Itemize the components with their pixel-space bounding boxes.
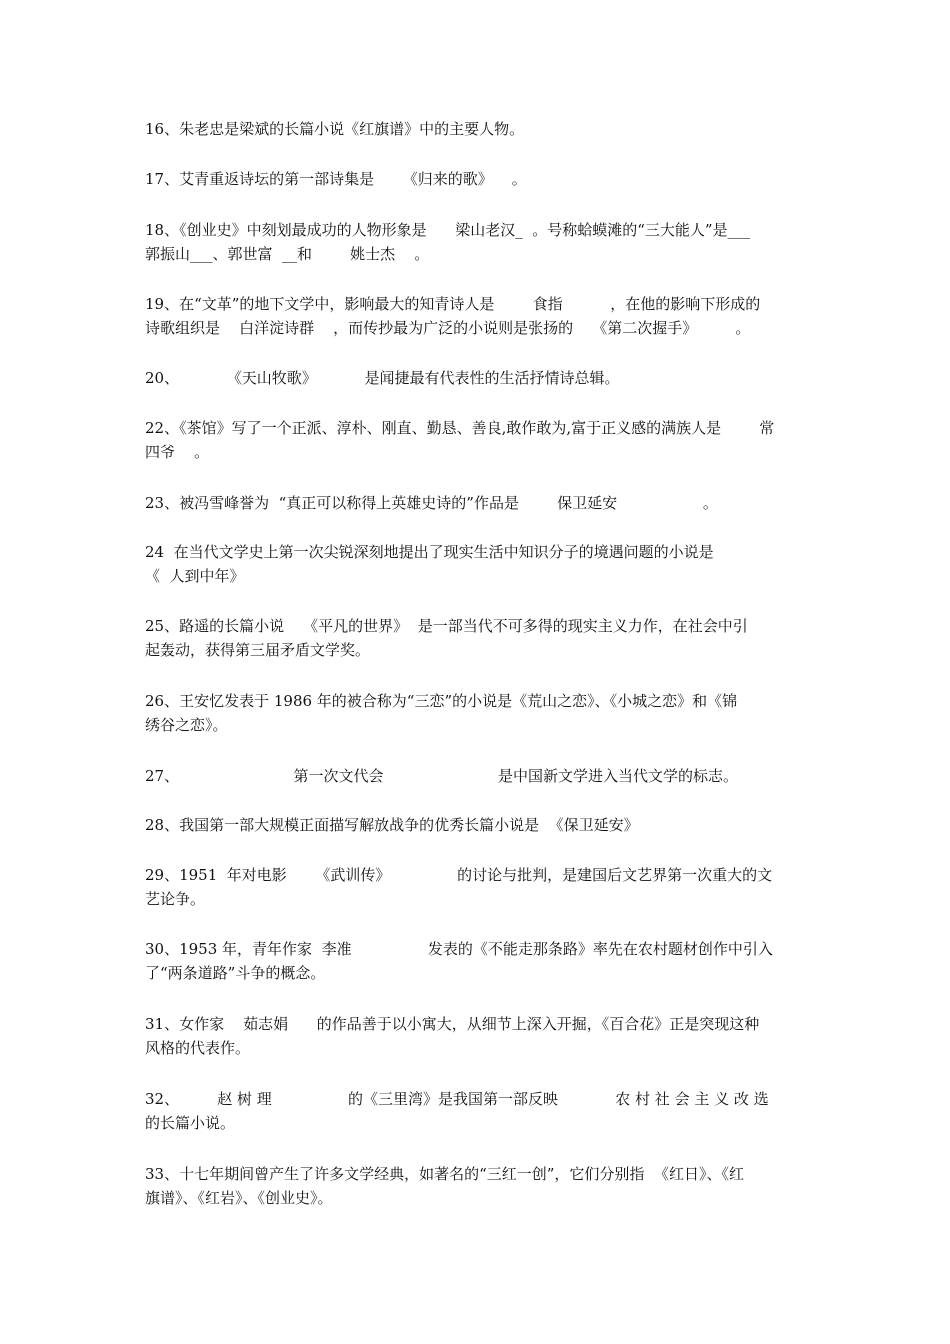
item-24: [145, 540, 810, 588]
item-line: 29、1951 年对电影 《武训传》 的讨论与批判，是建国后文艺界第一次重大的文: [145, 866, 773, 884]
item-line: 24 在当代文学史上第一次尖锐深刻地提出了现实生活中知识分子的境遇问题的小说是: [145, 543, 714, 561]
item-line: 22、《茶馆》写了一个正派、淳朴、刚直、勤恳、善良,敢作敢为,富于正义感的满族人是 常: [145, 419, 775, 437]
item-20: [145, 366, 810, 390]
item-25: [145, 614, 810, 662]
item-line: 28、我国第一部大规模正面描写解放战争的优秀长篇小说是 《保卫延安》: [145, 816, 639, 834]
item-31: [145, 1012, 810, 1060]
item-32: [145, 1087, 810, 1135]
item-line: 风格的代表作。: [145, 1039, 251, 1057]
item-line: 诗歌组织是 白洋淀诗群 ，而传抄最为广泛的小说则是张扬的 《第二次握手》 。: [145, 319, 751, 337]
item-line: 起轰动，获得第三届矛盾文学奖。: [145, 641, 371, 659]
item-27: [145, 764, 810, 788]
item-19: [145, 292, 810, 340]
item-line: 《 人到中年》: [145, 567, 245, 585]
item-30: [145, 937, 810, 985]
item-line: 18、《创业史》中刻划最成功的人物形象是 梁山老汉_ 。号称蛤蟆滩的“三大能人”是___: [145, 221, 751, 239]
item-line: 27、 第一次文代会 是中国新文学进入当代文学的标志。: [145, 767, 738, 785]
item-26: [145, 689, 810, 737]
item-line: 绣谷之恋》。: [145, 716, 228, 734]
item-33: [145, 1162, 810, 1210]
item-18: [145, 218, 810, 266]
item-16: [145, 117, 810, 141]
item-22: [145, 416, 810, 464]
item-line: 的长篇小说。: [145, 1114, 236, 1132]
item-line: 30、1953 年，青年作家 李准 发表的《不能走那条路》率先在农村题材创作中引入: [145, 940, 773, 958]
item-line: 25、路遥的长篇小说 《平凡的世界》 是一部当代不可多得的现实主义力作，在社会中引: [145, 617, 748, 635]
item-17: [145, 167, 810, 191]
item-line: 23、被冯雪峰誉为 “真正可以称得上英雄史诗的”作品是 保卫延安 。: [145, 494, 718, 512]
item-line: 32、 赵 树 理 的《三里湾》是我国第一部反映 农 村 社 会 主 义 改 选: [145, 1090, 769, 1108]
item-line: 17、艾青重返诗坛的第一部诗集是 《归来的歌》 。: [145, 170, 527, 188]
item-line: 33、十七年期间曾产生了许多文学经典，如著名的“三红一创”，它们分别指 《红日》、《红: [145, 1165, 744, 1183]
item-line: 19、在“文革”的地下文学中，影响最大的知青诗人是 食指 ，在他的影响下形成的: [145, 295, 761, 313]
item-line: 了“两条道路”斗争的概念。: [145, 964, 326, 982]
item-28: [145, 813, 810, 837]
item-23: [145, 491, 810, 515]
item-line: 20、 《天山牧歌》 是闻捷最有代表性的生活抒情诗总辑。: [145, 369, 620, 387]
item-line: 郭振山___、郭世富 __和 姚士杰 。: [145, 245, 430, 263]
item-29: [145, 863, 810, 911]
item-line: 16、朱老忠是梁斌的长篇小说《红旗谱》中的主要人物。: [145, 120, 525, 138]
item-line: 26、王安忆发表于 1986 年的被合称为“三恋”的小说是《荒山之恋》、《小城之恋》和《锦: [145, 692, 738, 710]
item-line: 艺论争。: [145, 890, 206, 908]
item-line: 四爷 。: [145, 443, 210, 461]
item-line: 31、女作家 茹志娟 的作品善于以小寓大，从细节上深入开掘，《百合花》正是突现这种: [145, 1015, 760, 1033]
item-line: 旗谱》、《红岩》、《创业史》。: [145, 1189, 333, 1207]
